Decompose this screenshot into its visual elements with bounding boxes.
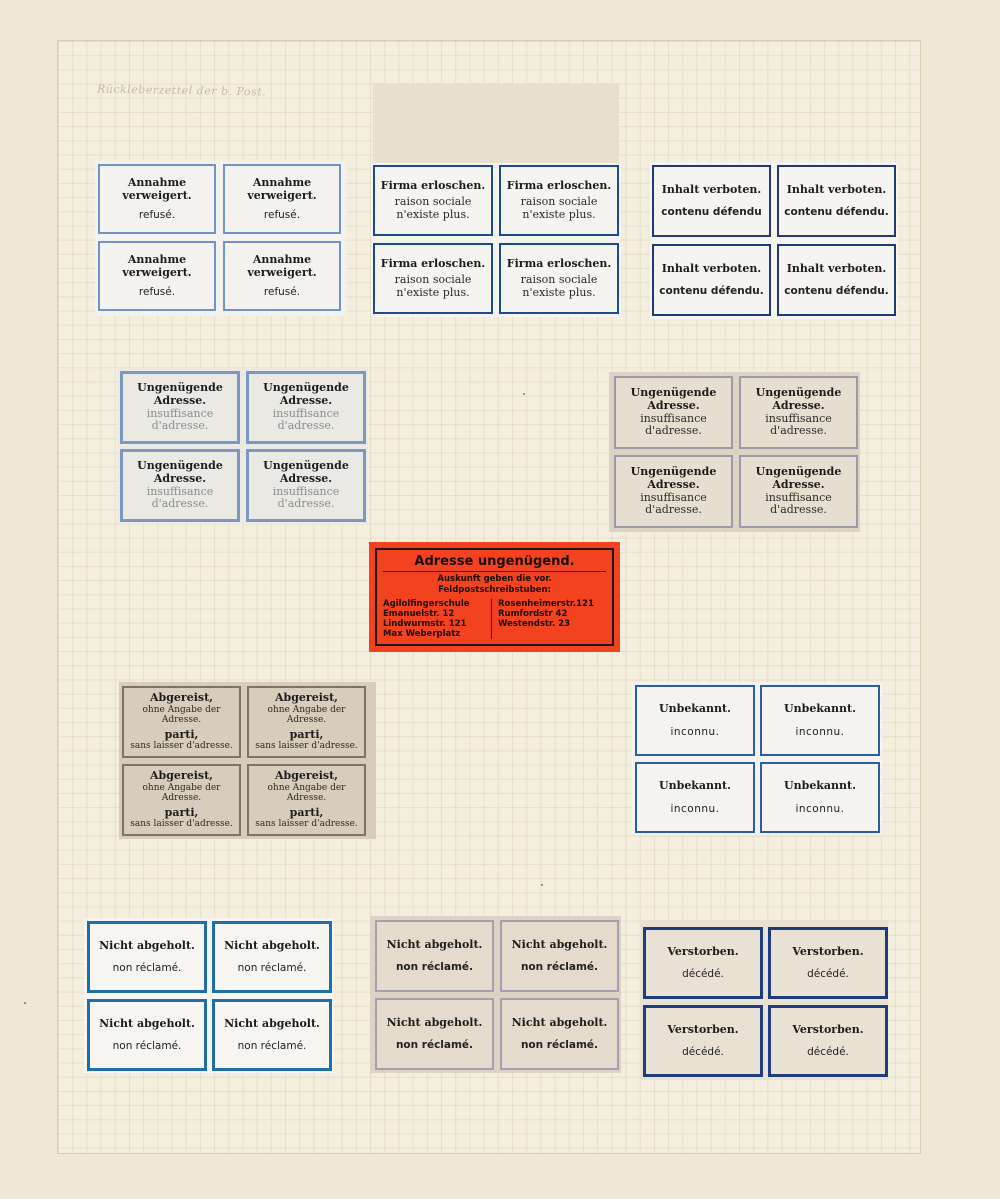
- stamp-block-annahme: [95, 161, 346, 316]
- label-title: Abgereist,: [150, 691, 213, 705]
- red-label-rule: [383, 571, 606, 572]
- label-firma: [499, 165, 619, 236]
- label-inhalt: [652, 165, 771, 237]
- address-line: Max Weberplatz: [383, 629, 461, 639]
- label-french: contenu défendu.: [784, 206, 889, 219]
- red-label-title: Adresse ungenügend.: [414, 554, 575, 569]
- label-title: Abgereist,: [275, 691, 338, 705]
- address-line: Rosenheimerstr.121: [498, 599, 594, 609]
- label-title: Nicht abgeholt.: [99, 939, 195, 953]
- red-label-right-column: [491, 599, 606, 639]
- label-title: Ungenügende: [263, 381, 349, 395]
- label-nicht-abgeholt: [212, 999, 332, 1071]
- label-french: insuffisance: [146, 484, 214, 498]
- label-unbekannt: [760, 762, 880, 833]
- label-title: Firma erloschen.: [506, 256, 612, 270]
- label-title: Ungenügende: [137, 459, 223, 473]
- label-ungenuegend: [120, 449, 240, 522]
- label-title: Annahme: [127, 176, 187, 190]
- stamp-block-nicht-abgeholt-grey: [370, 916, 621, 1073]
- label-french: insuffisance: [765, 490, 832, 504]
- label-french-2: d'adresse.: [151, 419, 209, 433]
- label-verstorben: [768, 1005, 888, 1077]
- label-french: insuffisance: [640, 490, 707, 504]
- label-title-2: ohne Angabe der Adresse.: [142, 782, 221, 804]
- label-french-2: d'adresse.: [645, 424, 702, 438]
- label-nicht-abgeholt: [500, 998, 619, 1070]
- label-french: raison sociale: [520, 195, 598, 209]
- label-nicht-abgeholt: [375, 998, 494, 1070]
- label-title: Nicht abgeholt.: [511, 1016, 608, 1030]
- red-label-subtitle: Auskunft geben die vor. Feldpostschreibstuben:: [437, 574, 552, 595]
- label-french: refusé.: [263, 285, 301, 298]
- label-french: inconnu.: [795, 802, 845, 815]
- label-french: décédé.: [682, 968, 724, 981]
- label-ungenuegend: [739, 455, 858, 528]
- label-french-2: n'existe plus.: [522, 207, 596, 221]
- label-french: contenu défendu.: [784, 285, 889, 298]
- label-unbekannt: [760, 685, 880, 756]
- label-title: Firma erloschen.: [506, 178, 612, 192]
- label-title: Firma erloschen.: [380, 178, 486, 192]
- stamp-block-unbekannt: [632, 682, 882, 835]
- label-title-2: ohne Angabe der Adresse.: [267, 704, 346, 726]
- label-title-2: Adresse.: [772, 477, 825, 491]
- label-inhalt: [652, 244, 771, 316]
- label-french-2: d'adresse.: [277, 497, 335, 511]
- label-french: non réclamé.: [112, 1039, 182, 1052]
- label-ungenuegend: [614, 455, 733, 528]
- label-title-2: Adresse.: [279, 393, 333, 407]
- label-french: contenu défendu: [661, 206, 762, 219]
- label-french: contenu défendu.: [659, 285, 764, 298]
- label-title: Abgereist,: [275, 769, 338, 783]
- label-nicht-abgeholt: [375, 920, 494, 992]
- label-verstorben: [643, 927, 763, 999]
- stamp-block-ungenuegend-blue: [118, 369, 368, 524]
- label-abgereist: [247, 686, 366, 758]
- label-title-2: verweigert.: [122, 188, 192, 202]
- label-title: Inhalt verboten.: [786, 261, 887, 275]
- label-french: décédé.: [807, 968, 849, 981]
- label-title: Annahme: [252, 253, 312, 267]
- label-ungenuegend: [246, 449, 366, 522]
- label-french: non réclamé.: [112, 961, 182, 974]
- label-firma: [373, 165, 493, 236]
- label-french-2: d'adresse.: [770, 424, 827, 438]
- label-french: parti,: [289, 805, 324, 819]
- label-abgereist: [247, 764, 366, 836]
- label-title: Nicht abgeholt.: [386, 1016, 483, 1030]
- label-verstorben: [768, 927, 888, 999]
- label-french: insuffisance: [272, 406, 340, 420]
- label-title-2: verweigert.: [247, 188, 317, 202]
- label-french-2: d'adresse.: [277, 419, 335, 433]
- label-inhalt: [777, 165, 896, 237]
- address-line: Lindwurmstr. 121: [383, 619, 467, 629]
- red-label-frame: [375, 548, 614, 646]
- label-unbekannt: [635, 762, 755, 833]
- label-annahme: [98, 164, 216, 234]
- stamp-block-nicht-abgeholt-blue: [84, 918, 334, 1073]
- label-title: Ungenügende: [755, 465, 842, 479]
- label-french: raison sociale: [394, 195, 472, 209]
- stamp-block-abgereist: [119, 682, 376, 839]
- label-ungenuegend: [120, 371, 240, 444]
- red-label-addresses: [383, 599, 606, 639]
- label-title: Verstorben.: [792, 1022, 864, 1036]
- label-french-2: d'adresse.: [151, 497, 209, 511]
- label-french: refusé.: [138, 208, 176, 221]
- label-french-2: sans laisser d'adresse.: [255, 819, 358, 830]
- stamp-block-firma: [371, 163, 621, 317]
- label-french-2: n'existe plus.: [396, 285, 470, 299]
- label-french: décédé.: [807, 1046, 849, 1059]
- label-nicht-abgeholt: [87, 999, 207, 1071]
- label-title-2: verweigert.: [247, 265, 317, 279]
- label-french: parti,: [164, 805, 199, 819]
- label-title: Unbekannt.: [784, 702, 856, 716]
- label-french-2: n'existe plus.: [396, 207, 470, 221]
- label-title: Ungenügende: [263, 459, 349, 473]
- label-unbekannt: [635, 685, 755, 756]
- stamp-block-ungenuegend-grey: [609, 372, 860, 532]
- label-inhalt: [777, 244, 896, 316]
- label-title: Nicht abgeholt.: [99, 1017, 195, 1031]
- label-french: raison sociale: [394, 273, 472, 287]
- label-title-2: Adresse.: [772, 398, 825, 412]
- label-french: non réclamé.: [520, 960, 599, 973]
- label-french: refusé.: [138, 285, 176, 298]
- label-title: Firma erloschen.: [380, 256, 486, 270]
- label-title: Ungenügende: [630, 386, 717, 400]
- label-french: insuffisance: [272, 484, 340, 498]
- label-title: Nicht abgeholt.: [224, 1017, 320, 1031]
- label-abgereist: [122, 764, 241, 836]
- label-title-2: Adresse.: [153, 471, 207, 485]
- label-ungenuegend: [614, 376, 733, 449]
- red-label-adresse: [369, 542, 620, 652]
- address-line: Rumfordstr 42: [498, 609, 568, 619]
- label-title: Verstorben.: [667, 1022, 739, 1036]
- label-firma: [499, 243, 619, 314]
- paper-speck: [523, 393, 525, 395]
- label-title: Ungenügende: [755, 386, 842, 400]
- label-french: inconnu.: [670, 725, 720, 738]
- label-title: Annahme: [127, 253, 187, 267]
- sheet-selvage: [373, 83, 619, 166]
- label-annahme: [223, 164, 341, 234]
- label-nicht-abgeholt: [212, 921, 332, 993]
- label-ungenuegend: [246, 371, 366, 444]
- label-title-2: verweigert.: [122, 265, 192, 279]
- label-verstorben: [643, 1005, 763, 1077]
- stamp-block-verstorben: [640, 920, 888, 1080]
- label-nicht-abgeholt: [87, 921, 207, 993]
- label-french: refusé.: [263, 208, 301, 221]
- label-annahme: [223, 241, 341, 311]
- label-title-2: Adresse.: [279, 471, 333, 485]
- label-title: Ungenügende: [137, 381, 223, 395]
- label-title-2: Adresse.: [647, 398, 700, 412]
- label-french-2: d'adresse.: [770, 503, 827, 517]
- label-title: Unbekannt.: [659, 702, 731, 716]
- label-title: Annahme: [252, 176, 312, 190]
- label-french: parti,: [289, 727, 324, 741]
- label-title: Verstorben.: [792, 944, 864, 958]
- label-title-2: ohne Angabe der Adresse.: [267, 782, 346, 804]
- label-french: non réclamé.: [395, 1038, 474, 1051]
- label-french: insuffisance: [765, 411, 832, 425]
- label-french: insuffisance: [146, 406, 214, 420]
- label-title-2: Adresse.: [647, 477, 700, 491]
- pencil-note: Rückleberzettel der b. Post.: [96, 82, 267, 99]
- label-french: insuffisance: [640, 411, 707, 425]
- label-french: non réclamé.: [520, 1038, 599, 1051]
- label-title: Inhalt verboten.: [661, 182, 762, 196]
- label-title: Unbekannt.: [784, 779, 856, 793]
- label-title: Abgereist,: [150, 769, 213, 783]
- stamp-block-inhalt: [650, 162, 898, 319]
- label-french: inconnu.: [670, 802, 720, 815]
- label-french: non réclamé.: [237, 1039, 307, 1052]
- label-french: raison sociale: [520, 273, 598, 287]
- label-title: Unbekannt.: [659, 779, 731, 793]
- label-title: Nicht abgeholt.: [386, 938, 483, 952]
- label-firma: [373, 243, 493, 314]
- label-ungenuegend: [739, 376, 858, 449]
- address-line: Agilolfingerschule: [383, 599, 470, 609]
- label-french-2: sans laisser d'adresse.: [130, 819, 233, 830]
- label-french-2: sans laisser d'adresse.: [130, 741, 233, 752]
- label-french-2: d'adresse.: [645, 503, 702, 517]
- label-french-2: sans laisser d'adresse.: [255, 741, 358, 752]
- label-title: Verstorben.: [667, 944, 739, 958]
- label-title: Ungenügende: [630, 465, 717, 479]
- label-french: non réclamé.: [237, 961, 307, 974]
- label-french: non réclamé.: [395, 960, 474, 973]
- label-annahme: [98, 241, 216, 311]
- label-french: décédé.: [682, 1046, 724, 1059]
- label-title-2: ohne Angabe der Adresse.: [142, 704, 221, 726]
- address-line: Emanuelstr. 12: [383, 609, 455, 619]
- red-label-left-column: [383, 599, 491, 639]
- label-french: parti,: [164, 727, 199, 741]
- label-title: Inhalt verboten.: [786, 182, 887, 196]
- label-french: inconnu.: [795, 725, 845, 738]
- label-title: Nicht abgeholt.: [224, 939, 320, 953]
- label-title-2: Adresse.: [153, 393, 207, 407]
- label-title: Nicht abgeholt.: [511, 938, 608, 952]
- paper-speck: [541, 884, 543, 886]
- label-nicht-abgeholt: [500, 920, 619, 992]
- label-abgereist: [122, 686, 241, 758]
- paper-speck: [24, 1002, 26, 1004]
- label-french-2: n'existe plus.: [522, 285, 596, 299]
- label-title: Inhalt verboten.: [661, 261, 762, 275]
- address-line: Westendstr. 23: [498, 619, 570, 629]
